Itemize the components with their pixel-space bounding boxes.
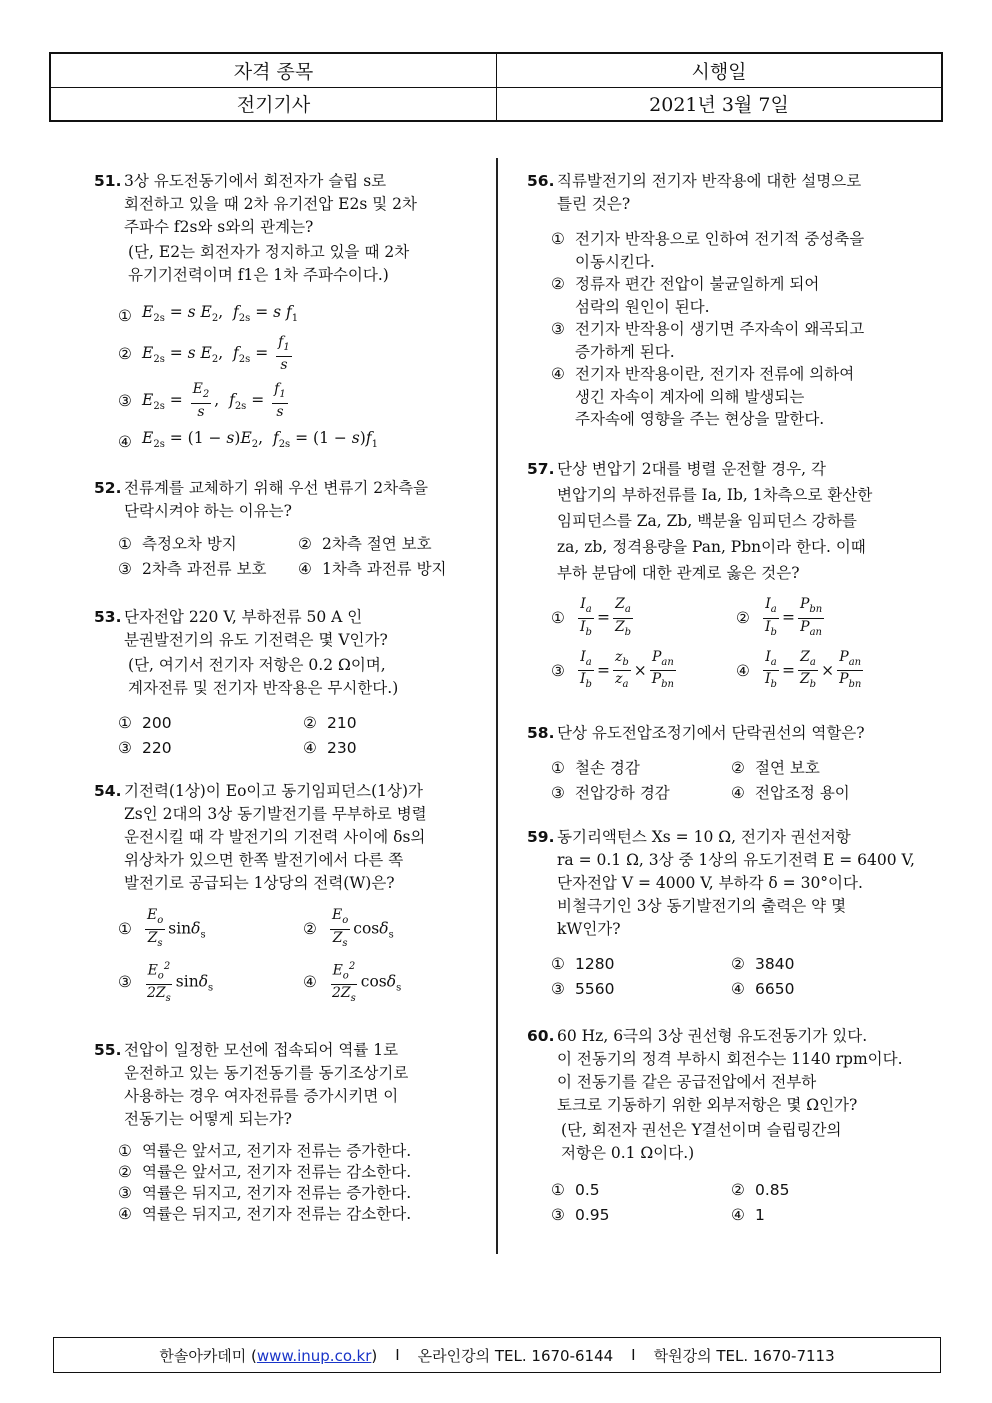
option-1[interactable] — [551, 228, 927, 273]
date-value: 2021년 3월 7일 — [649, 94, 789, 116]
option-formula: $E_{2s} = s$ $E_2$, $f_{2s} = s$ $f_1$ — [142, 303, 299, 325]
option-2[interactable] — [303, 907, 473, 952]
option-2[interactable] — [731, 757, 911, 780]
option-1[interactable] — [118, 712, 303, 735]
question-54 — [94, 780, 489, 1007]
footer-separator: I — [631, 1346, 636, 1364]
option-1[interactable] — [118, 301, 489, 331]
option-marker: ③ — [118, 560, 132, 578]
option-marker: ② — [298, 535, 312, 553]
option-marker: ④ — [118, 1205, 132, 1223]
question-60 — [527, 1025, 927, 1227]
option-text: 3840 — [755, 955, 795, 973]
option-4[interactable] — [303, 737, 473, 760]
option-4[interactable] — [118, 425, 489, 459]
option-marker: ① — [118, 714, 132, 732]
question-number: 59. — [527, 828, 555, 846]
option-marker: ① — [551, 230, 565, 248]
subject-label: 자격 종목 — [51, 54, 497, 87]
option-4[interactable] — [731, 782, 911, 805]
question-text: 단상 유도전압조정기에서 단락권선의 역할은? — [557, 724, 865, 742]
option-formula: $\frac{E_o^2}{2Z_s}$ cosδ$_s$ — [327, 958, 401, 1007]
footer-brand-close: ) — [371, 1346, 378, 1365]
option-text: 210 — [327, 714, 357, 732]
option-marker: ④ — [731, 980, 745, 998]
option-4[interactable] — [731, 1204, 911, 1227]
option-marker: ④ — [303, 972, 317, 991]
option-marker: ② — [303, 714, 317, 732]
option-text: 6650 — [755, 980, 795, 998]
option-1[interactable] — [118, 533, 298, 556]
option-formula: $\frac{I_a}{I_b}$ = $\frac{z_b}{z_a}$ × $\frac{P_{an}}{P_{bn}}$ — [580, 648, 674, 691]
option-formula: $\frac{E_o}{Z_s}$ sinδ$_s$ — [147, 907, 206, 949]
option-formula: $\frac{I_a}{I_b}$ = $\frac{Z_a}{Z_b}$ × $\frac{P_{an}}{P_{bn}}$ — [765, 648, 862, 691]
option-text: 2차측 과전류 보호 — [142, 560, 267, 578]
option-marker: ③ — [118, 1184, 132, 1202]
footer-academy-phone: 학원강의 TEL. 1670-7113 — [653, 1346, 835, 1365]
question-number: 54. — [94, 782, 122, 800]
footer-bar — [53, 1337, 941, 1373]
option-formula: $E_{2s} = s$ $E_2$, $f_{2s}$ = $\frac{f_1}{s}$ — [142, 334, 290, 373]
option-marker: ① — [551, 759, 565, 777]
option-marker: ③ — [551, 980, 565, 998]
question-text: 직류발전기의 전기자 반작용에 대한 설명으로 틀린 것은? — [557, 172, 862, 213]
option-marker: ③ — [118, 391, 132, 410]
question-52 — [94, 477, 489, 581]
option-3[interactable] — [551, 649, 736, 694]
header-table — [49, 52, 943, 122]
question-text: 동기리액턴스 Xs = 10 Ω, 전기자 권선저항 ra = 0.1 Ω, 3상 중 1상의 유도기전력 E = 6400 V, 단자전압 V = 4000 V, 부하각 δ = 30°이다. 비철극기인 3상 동기발전기의 출력은 약 몇 kW인가? — [557, 828, 915, 938]
option-1[interactable] — [551, 953, 731, 976]
question-59 — [527, 826, 927, 1001]
question-number: 58. — [527, 724, 555, 742]
option-text: 2차측 절연 보호 — [322, 535, 432, 553]
subject-value: 전기기사 — [51, 87, 497, 120]
option-text: 200 — [142, 714, 172, 732]
option-marker: ④ — [118, 432, 132, 451]
option-3[interactable] — [118, 958, 303, 1007]
option-text: 역률은 뒤지고, 전기자 전류는 감소한다. — [142, 1205, 412, 1223]
question-text: 3상 유도전동기에서 회전자가 슬립 s로 회전하고 있을 때 2차 유기전압 E2s 및 2차 주파수 f2s와 s와의 관계는? — [124, 172, 417, 236]
option-3[interactable] — [118, 558, 298, 581]
option-text: 전기자 반작용으로 인하여 전기적 중성축을 이동시킨다. — [575, 230, 865, 271]
option-2[interactable] — [118, 331, 489, 377]
question-text: 단상 변압기 2대를 병렬 운전할 경우, 각 변압기의 부하전류를 Ia, Ib, 1차측으로 환산한 임피던스를 Za, Zb, 백분율 임피던스 강하를 za, zb, 정격용량을 Pan, Pbn이라 한다. 이때 부하 분담에 대한 관계로 옳은 것은? — [557, 460, 873, 582]
option-1[interactable] — [118, 1141, 489, 1162]
question-number: 55. — [94, 1041, 122, 1059]
question-57 — [527, 456, 927, 693]
option-marker: ② — [303, 919, 317, 938]
option-marker: ① — [118, 535, 132, 553]
option-marker: ① — [551, 1181, 565, 1199]
option-marker: ③ — [551, 1206, 565, 1224]
option-3[interactable] — [551, 1204, 731, 1227]
option-marker: ② — [731, 955, 745, 973]
option-formula: $\frac{I_a}{I_b}$ = $\frac{Z_a}{Z_b}$ — [580, 596, 632, 638]
option-marker: ① — [551, 955, 565, 973]
question-number: 52. — [94, 479, 122, 497]
option-marker: ① — [118, 306, 132, 325]
option-marker: ① — [118, 919, 132, 938]
option-2[interactable] — [303, 712, 473, 735]
option-text: 측정오차 방지 — [142, 535, 237, 553]
option-marker: ④ — [551, 365, 565, 383]
question-note: (단, E2는 회전자가 정지하고 있을 때 2차 유기기전력이며 f1은 1차 주파수이다.) — [128, 243, 410, 284]
option-marker: ③ — [551, 784, 565, 802]
question-text: 기전력(1상)이 Eo이고 동기임피던스(1상)가 Zs인 2대의 3상 동기발전기를 무부하로 병렬 운전시킬 때 각 발전기의 기전력 사이에 δs의 위상차가 있으면 한쪽 발전기에서 다른 쪽 발전기로 공급되는 1상당의 전력(W)은? — [124, 782, 427, 892]
option-formula: $\frac{E_o}{Z_s}$ cosδ$_s$ — [332, 907, 394, 949]
option-marker: ② — [736, 609, 750, 628]
option-text: 전압조정 용이 — [755, 784, 850, 802]
option-marker: ② — [118, 344, 132, 363]
footer-online-phone: 온라인강의 TEL. 1670-6144 — [417, 1346, 614, 1365]
option-3[interactable] — [118, 737, 303, 760]
option-3[interactable] — [118, 377, 489, 425]
option-text: 0.95 — [575, 1206, 610, 1224]
option-1[interactable] — [118, 907, 303, 952]
option-3[interactable] — [551, 318, 927, 363]
option-marker: ④ — [731, 784, 745, 802]
footer-url-link[interactable]: www.inup.co.kr — [256, 1346, 372, 1365]
option-text: 정류자 편간 전압이 불균일하게 되어 섬락의 원인이 된다. — [575, 275, 820, 316]
question-number: 60. — [527, 1027, 555, 1045]
footer-brand-text: 한솔아카데미 ( — [159, 1346, 257, 1365]
option-marker: ④ — [303, 739, 317, 757]
question-number: 56. — [527, 172, 555, 190]
option-marker: ④ — [736, 661, 750, 680]
question-number: 53. — [94, 608, 122, 626]
option-marker: ③ — [551, 320, 565, 338]
option-marker: ③ — [551, 661, 565, 680]
question-58 — [527, 722, 927, 805]
option-text: 절연 보호 — [755, 759, 820, 777]
option-text: 1280 — [575, 955, 615, 973]
option-2[interactable] — [731, 1179, 911, 1202]
option-1[interactable] — [551, 596, 736, 641]
option-text: 230 — [327, 739, 357, 757]
header-row-values — [51, 87, 941, 120]
option-3[interactable] — [118, 1183, 489, 1204]
option-text: 1차측 과전류 방지 — [322, 560, 447, 578]
option-marker: ① — [118, 1142, 132, 1160]
option-3[interactable] — [551, 978, 731, 1001]
option-text: 역률은 뒤지고, 전기자 전류는 증가한다. — [142, 1184, 412, 1202]
option-marker: ③ — [118, 972, 132, 991]
option-text: 0.5 — [575, 1181, 600, 1199]
option-formula: $E_{2s}$ = $\frac{E_2}{s}$ , $f_{2s}$ = $\frac{f_1}{s}$ — [142, 381, 286, 420]
question-53 — [94, 606, 489, 760]
option-3[interactable] — [551, 782, 731, 805]
question-55 — [94, 1039, 489, 1225]
option-1[interactable] — [551, 757, 731, 780]
question-text: 전류계를 교체하기 위해 우선 변류기 2차측을 단락시켜야 하는 이유는? — [124, 479, 429, 520]
option-4[interactable] — [303, 958, 473, 1007]
footer-separator: I — [395, 1346, 400, 1364]
option-2[interactable] — [731, 953, 911, 976]
option-marker: ② — [731, 759, 745, 777]
option-2[interactable] — [118, 1162, 489, 1183]
option-text: 전기자 반작용이 생기면 주자속이 왜곡되고 증가하게 된다. — [575, 320, 865, 361]
option-text: 역률은 앞서고, 전기자 전류는 증가한다. — [142, 1142, 412, 1160]
question-51 — [94, 170, 489, 459]
option-text: 철손 경감 — [575, 759, 640, 777]
option-text: 전기자 반작용이란, 전기자 전류에 의하여 생긴 자속이 계자에 의해 발생되는 주자속에 영향을 주는 현상을 말한다. — [575, 365, 855, 428]
option-marker: ④ — [731, 1206, 745, 1224]
option-4[interactable] — [118, 1204, 489, 1225]
option-formula: $\frac{E_o^2}{2Z_s}$ sinδ$_s$ — [142, 958, 213, 1007]
question-note: (단, 여기서 전기자 저항은 0.2 Ω이며, 계자전류 및 전기자 반작용은 무시한다.) — [128, 656, 399, 697]
question-text: 단자전압 220 V, 부하전류 50 A 인 분권발전기의 유도 기전력은 몇 V인가? — [124, 608, 388, 649]
option-text: 1 — [755, 1206, 765, 1224]
option-marker: ④ — [298, 560, 312, 578]
option-4[interactable] — [551, 363, 927, 431]
option-1[interactable] — [551, 1179, 731, 1202]
question-note: (단, 회전자 권선은 Y결선이며 슬립링간의 저항은 0.1 Ω이다.) — [561, 1121, 842, 1162]
option-marker: ② — [731, 1181, 745, 1199]
option-formula: $E_{2s} = (1 - s)E_2$, $f_{2s} = (1 - s)f_1$ — [142, 429, 378, 451]
column-divider — [496, 158, 498, 1254]
option-formula: $\frac{I_a}{I_b}$ = $\frac{P_{bn}}{P_{an}}$ — [765, 596, 823, 638]
option-text: 220 — [142, 739, 172, 757]
question-text: 전압이 일정한 모선에 접속되어 역률 1로 운전하고 있는 동기전동기를 동기조상기로 사용하는 경우 여자전류를 증가시키면 이 전동기는 어떻게 되는가? — [124, 1041, 409, 1128]
question-text: 60 Hz, 6극의 3상 권선형 유도전동기가 있다. 이 전동기의 정격 부하시 회전수는 1140 rpm이다. 이 전동기를 같은 공급전압에서 전부하 토크로 기동하기 위한 외부저항은 몇 Ω인가? — [557, 1027, 903, 1114]
footer-brand — [159, 1345, 377, 1366]
date-label: 시행일 — [691, 61, 747, 83]
option-2[interactable] — [551, 273, 927, 318]
option-marker: ③ — [118, 739, 132, 757]
option-4[interactable] — [298, 558, 478, 581]
option-text: 전압강하 경감 — [575, 784, 670, 802]
question-number: 57. — [527, 460, 555, 478]
option-marker: ① — [551, 609, 565, 628]
option-text: 5560 — [575, 980, 615, 998]
question-number: 51. — [94, 172, 122, 190]
option-text: 0.85 — [755, 1181, 790, 1199]
option-marker: ② — [551, 275, 565, 293]
question-56 — [527, 170, 927, 431]
option-2[interactable] — [736, 596, 921, 641]
option-2[interactable] — [298, 533, 478, 556]
option-text: 역률은 앞서고, 전기자 전류는 감소한다. — [142, 1163, 412, 1181]
option-4[interactable] — [736, 649, 921, 694]
option-4[interactable] — [731, 978, 911, 1001]
option-marker: ② — [118, 1163, 132, 1181]
header-row-labels — [51, 54, 941, 88]
